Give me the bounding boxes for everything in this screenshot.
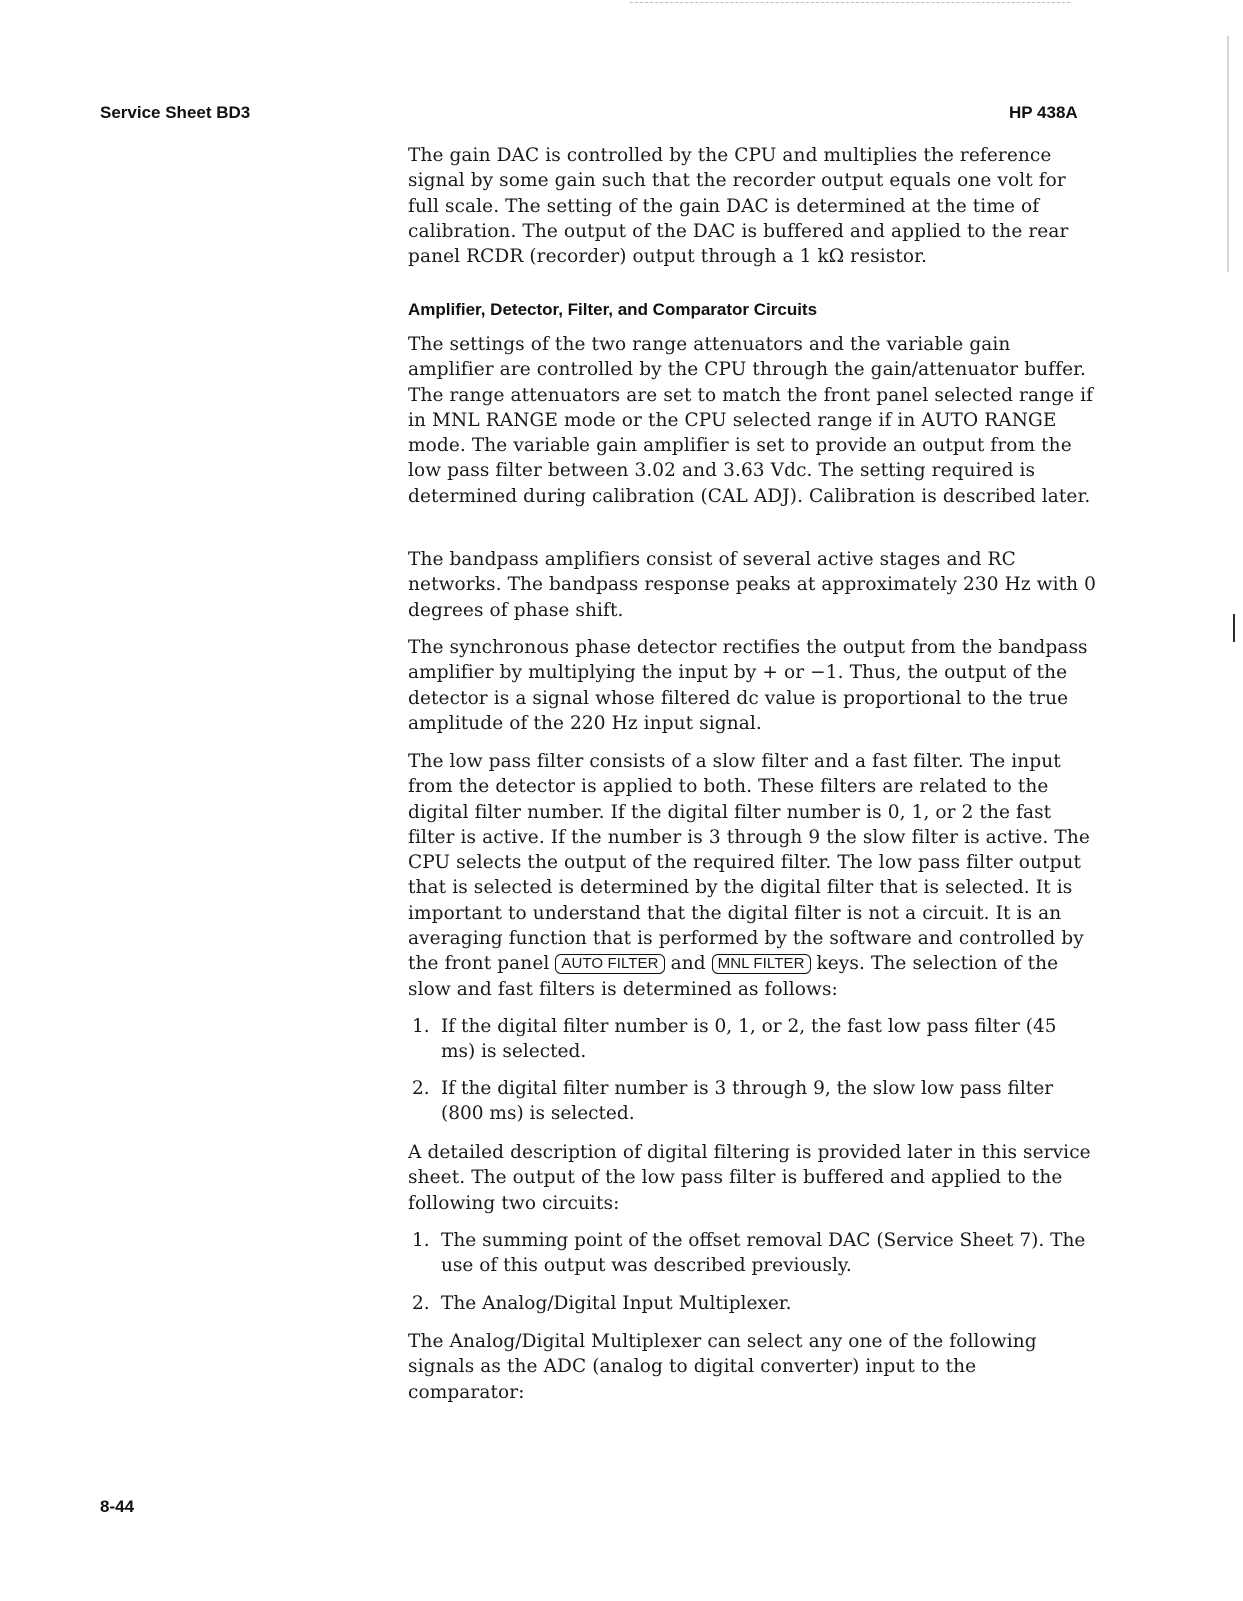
paragraph-text: The settings of the two range attenuators and the variable gain amplifier are controlled by the CPU through the gain/attenuator buffer. The range attenuators are set to match the front panel selected range if in MNL RANGE mode or the CPU selected range if in AUTO RANGE mode. The variable gain amplifier is set to provide an output from the low pass filter between 3.02 and 3.63 Vdc. The setting required is determined during calibration (CAL ADJ). Calibration is described later. xyxy=(408,334,1094,507)
paragraph-text: The Analog/Digital Multiplexer can select any one of the following signals as the ADC (analog to digital converter) input to the comparator: xyxy=(408,1331,1037,1403)
list-item-number: 2. xyxy=(412,1078,430,1099)
list-item-text: If the digital filter number is 0, 1, or 2, the fast low pass filter (45 ms) is selected. xyxy=(441,1016,1057,1063)
page-number: 8-44 xyxy=(100,1497,135,1516)
paragraph-text-start: The low pass filter consists of a slow filter and a fast filter. The input from the detector is applied to both. These filters are related to the digital filter number. If the digital filter number is 0, 1, or 2 the fast filter is active. If the number is 3 through 9 the slow filter is active. The CPU selects the output of the required filter. The low pass filter output that is selected is determined by the digital filter that is selected. It is important to understand that the digital filter is not a circuit. It is an averaging function that is performed by the software and controlled by the front panel xyxy=(408,751,1090,975)
paragraph-bandpass xyxy=(408,547,1098,623)
list-item-text: If the digital filter number is 3 through 9, the slow low pass filter (800 ms) is selected. xyxy=(441,1078,1054,1125)
list-item-number: 2. xyxy=(412,1293,430,1314)
scan-artifact-right-line xyxy=(1227,36,1229,272)
paragraph-low-pass-filter xyxy=(408,749,1098,1002)
paragraph-text-and: and xyxy=(670,953,706,975)
paragraph-text xyxy=(408,749,1098,1002)
paragraph-text: The synchronous phase detector rectifies the output from the bandpass amplifier by multiplying the input by + or −1. Thus, the output of the detector is a signal whose filtered dc value is proportional to the true amplitude of the 220 Hz input signal. xyxy=(408,637,1088,734)
intro-paragraph xyxy=(408,143,1098,269)
list-item xyxy=(412,1014,1092,1065)
section-heading: Amplifier, Detector, Filter, and Comparator Circuits xyxy=(408,300,818,319)
mnl-filter-key: MNL FILTER xyxy=(712,954,811,974)
paragraph-multiplexer xyxy=(408,1329,1098,1405)
scan-artifact-top-line xyxy=(630,2,1070,7)
paragraph-digital-filtering xyxy=(408,1140,1098,1216)
list-item xyxy=(412,1291,1092,1316)
running-header-model: HP 438A xyxy=(1009,103,1078,122)
paragraph-text: The gain DAC is controlled by the CPU and multiplies the reference signal by some gain such that the recorder output equals one volt for full scale. The setting of the gain DAC is determined at the time of calibration. The output of the DAC is buffered and applied to the rear panel RCDR (recorder) output through a 1 kΩ resistor. xyxy=(408,145,1069,268)
list-item xyxy=(412,1076,1092,1127)
list-item-text: The Analog/Digital Input Multiplexer. xyxy=(441,1293,792,1314)
revision-change-bar xyxy=(1233,614,1235,642)
paragraph-detector xyxy=(408,635,1098,736)
auto-filter-key: AUTO FILTER xyxy=(555,954,664,974)
running-header-section: Service Sheet BD3 xyxy=(100,103,251,122)
paragraph-text: A detailed description of digital filtering is provided later in this service sheet. The output of the low pass filter is buffered and applied to the following two circuits: xyxy=(408,1142,1091,1214)
paragraph-text-end: keys. The selection of the slow and fast filters is determined as follows: xyxy=(408,953,1059,1000)
list-item-number: 1. xyxy=(412,1016,430,1037)
list-item-number: 1. xyxy=(412,1230,430,1251)
list-item xyxy=(412,1228,1092,1279)
paragraph-text: The bandpass amplifiers consist of several active stages and RC networks. The bandpass response peaks at approximately 230 Hz with 0 degrees of phase shift. xyxy=(408,549,1097,621)
paragraph-attenuators xyxy=(408,332,1098,509)
list-item-text: The summing point of the offset removal DAC (Service Sheet 7). The use of this output was described previously. xyxy=(441,1230,1086,1277)
